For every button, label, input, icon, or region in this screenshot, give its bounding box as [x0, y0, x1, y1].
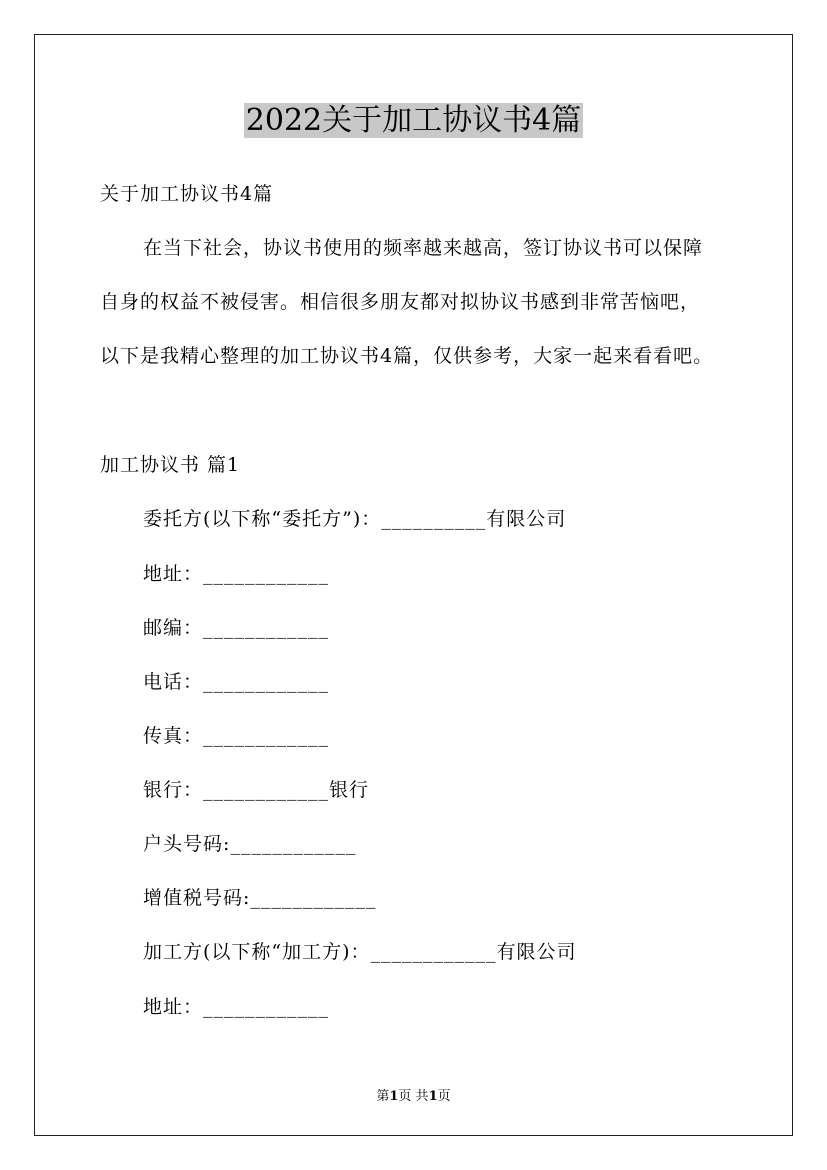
field-client-bank: 银行：____________银行	[143, 779, 370, 801]
footer-total-pages: 1	[428, 1089, 438, 1104]
field-client-address: 地址：____________	[143, 563, 330, 585]
footer-mid: 页 共	[398, 1089, 429, 1104]
field-processor: 加工方(以下称“加工方)：____________有限公司	[143, 941, 577, 963]
page-footer	[0, 1085, 827, 1104]
field-client-phone: 电话：____________	[143, 671, 330, 693]
field-client-account: 户头号码:____________	[143, 833, 357, 855]
field-client-vat: 增值税号码:____________	[143, 887, 377, 909]
footer-suffix: 页	[437, 1089, 451, 1104]
field-client-fax: 传真：____________	[143, 725, 330, 747]
field-client: 委托方(以下称“委托方”)：__________有限公司	[143, 508, 567, 530]
intro-line-3: 以下是我精心整理的加工协议书4篇，仅供参考，大家一起来看看吧。	[100, 345, 714, 367]
intro-line-1: 在当下社会，协议书使用的频率越来越高，签订协议书可以保障	[143, 237, 704, 259]
document-title: 2022关于加工协议书4篇	[245, 103, 582, 138]
document-title-wrapper	[0, 100, 827, 142]
section-heading: 加工协议书 篇1	[100, 454, 241, 476]
footer-page-number: 1	[389, 1089, 399, 1104]
field-client-postcode: 邮编：____________	[143, 617, 330, 639]
footer-prefix: 第	[376, 1089, 390, 1104]
intro-line-2: 自身的权益不被侵害。相信很多朋友都对拟协议书感到非常苦恼吧，	[100, 291, 701, 313]
document-subtitle: 关于加工协议书4篇	[100, 183, 274, 205]
field-processor-address: 地址：____________	[143, 996, 330, 1018]
